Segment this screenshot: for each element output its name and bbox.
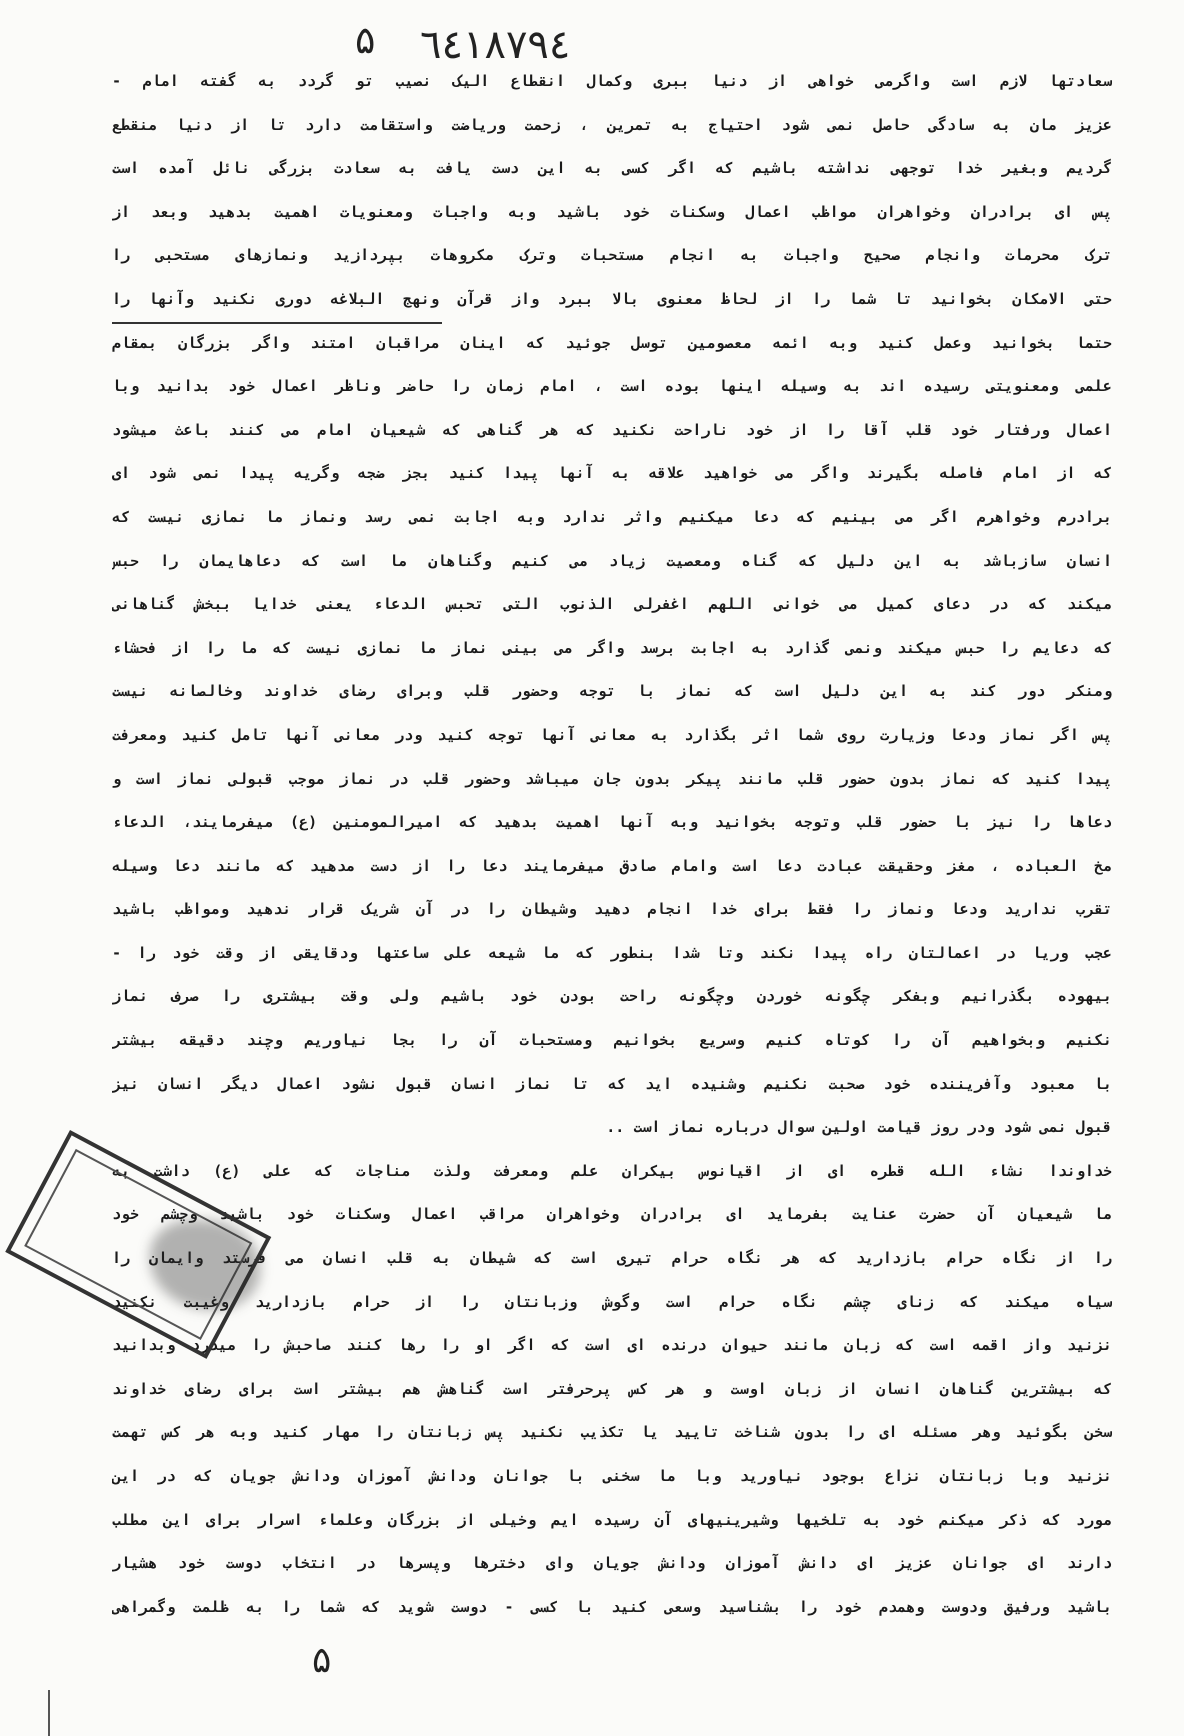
text-line: میکند که در دعای کمیل می خوانی اللهم اغفرلی الذنوب التی تحبس الدعاء یعنی خدایا ببخش گناهانی: [112, 595, 1112, 614]
body-text: [112, 60, 1112, 1629]
text-line: پس اگر نماز ودعا وزیارت روی شما اثر بگذارد به معانی آنها توجه کنید ودر معانی آنها تامل کنید ومعرفت: [112, 725, 1112, 744]
text-line: دارند ای جوانان عزیز ای دانش آموزان ودانش جویان وای دخترها وپسرها در انتخاب دوست خود هشیار: [112, 1554, 1112, 1573]
text-line: نکنیم وبخواهیم آن را کوتاه کنیم وسریع بخوانیم ومستحبات آن را بجا نیاوریم وچند دقیقه بیشتر: [112, 1031, 1112, 1050]
text-line: پس ای برادران وخواهران مواظب اعمال وسکنات خود باشید وبه واجبات ومعنویات اهمیت بدهید وبعد از: [112, 202, 1112, 221]
text-line: تقرب ندارید ودعا ونماز را فقط برای خدا انجام دهید وشیطان را در آن شریک قرار ندهید ومواظب باشید: [112, 900, 1112, 919]
text-line: مخ العباده ، مغز وحقیقت عبادت دعا است وامام صادق میفرمایند دعا را از دست مدهید که مانند دعا وسیله: [112, 856, 1112, 875]
text-line: انسان سازباشد به این دلیل که گناه ومعصیت زیاد می کنیم وگناهان ما است که دعاهایمان را حبس: [112, 551, 1112, 570]
footer-page-number: ۵: [312, 1640, 332, 1681]
text-line: عزیز مان به سادگی حاصل نمی شود احتیاج به تمرین ، زحمت وریاضت واستقامت دارد تا از دنیا منقطع: [112, 115, 1112, 134]
text-line: نزنید وبا زبانتان نزاع بوجود نیاورید وبا ما سخنی با جوانان ودانش آموزان ودانش جویان که در این: [112, 1467, 1112, 1485]
text-line: حتی الامکان بخوانید تا شما را از لحاظ معنوی بالا ببرد واز قرآن ونهج البلاغه دوری نکنید وآنها را: [112, 289, 1112, 308]
text-line: دعاها را نیز با حضور قلب وتوجه بخوانید وبه آنها اهمیت بدهید که امیرالمومنین (ع) میفرمایند، الدعاء: [112, 813, 1112, 832]
text-line: که بیشترین گناهان انسان از زبان اوست و هر کس پرحرفتر است گناهش هم بیشتر است برای رضای خداوند: [112, 1379, 1112, 1398]
text-line: خداوندا نشاء الله قطره ای از اقیانوس بیکران علم ومعرفت ولذت مناجات که علی (ع) داشت به: [112, 1161, 1112, 1180]
text-line: عجب وریا در اعمالتان راه پیدا نکند وتا شدا بنطور که ما شیعه علی ساعتها ودقایقی از وقت خود را -: [112, 943, 1112, 962]
text-line: قبول نمی شود ودر روز قیامت اولین سوال درباره نماز است ..: [606, 1118, 1112, 1137]
text-line: گردیم وبغیر خدا توجهی نداشته باشیم که اگر کسی به این دست یافت به سعادت بزرگی نائل آمده است: [112, 159, 1112, 178]
text-line: سعادتها لازم است واگرمی خواهی از دنیا ببری وکمال انقطاع الیک نصیب تو گردد به گفته امام -: [112, 72, 1112, 90]
text-line: که از امام فاصله بگیرند واگر می خواهید علاقه به آنها پیدا کنید بجز ضجه وگریه پیدا نمی شود ای: [112, 464, 1112, 483]
text-line: با معبود وآفریننده خود صحبت نکنیم وشنیده اید که تا نماز انسان قبول نشود اعمال دیگر انسان نیز: [112, 1074, 1112, 1093]
handwritten-page-number: ۵: [355, 18, 376, 62]
text-line: بیهوده بگذرانیم وبفکر چگونه خوردن وچگونه راحت بودن خود باشیم ولی وقت بیشتری را صرف نماز: [112, 987, 1112, 1006]
text-line: برادرم وخواهرم اگر می بینیم که دعا میکنیم واثر ندارد وبه اجابت نمی رسد ونماز ما نمازی نیست که: [112, 507, 1112, 526]
text-line: باشید ورفیق ودوست وهمدم خود را بشناسید وسعی کنید با کسی - دوست شوید که شما را به ظلمت وگمراهی: [112, 1597, 1112, 1616]
text-line: را از نگاه حرام بازدارید که هر نگاه حرام تیری است که شیطان به قلب انسان می فرستد وایمان را: [112, 1249, 1112, 1268]
text-line: علمی ومعنویتی رسیده اند به وسیله اینها بوده است ، امام زمان را حاضر وناظر اعمال خود بدانید وبا: [112, 377, 1112, 396]
text-line: نزنید واز اقمه است که زبان مانند حیوان درنده ای است که اگر او را رها کنند صاحبش را میدرد وبدانید: [112, 1336, 1112, 1355]
text-line: سخن بگوئید وهر مسئله ای را بدون شناخت تایید یا تکذیب نکنید پس زبانتان را مهار کنید وبه هر کس تهمت: [112, 1423, 1112, 1442]
text-line: حتما بخوانید وعمل کنید وبه ائمه معصومین توسل جوئید که اینان مراقبان امتند واگر بزرگان بمقام: [112, 333, 1112, 352]
text-line: پیدا کنید که نماز بدون حضور قلب مانند پیکر بدون جان میباشد وحضور قلب در نماز موجب قبولی نماز است و: [112, 769, 1112, 788]
text-line: ترک محرمات وانجام صحیح واجبات به انجام مستحبات وترک مکروهات بپردازید ونمازهای مستحبی را: [112, 246, 1112, 265]
text-line: اعمال ورفتار خود قلب آقا را از خود ناراحت نکنید که هر گناهی که شیعیان امام می کنند باعث میشود: [112, 420, 1112, 439]
text-line: ما شیعیان آن حضرت عنایت بفرماید ای برادران وخواهران مراقب اعمال وسکنات خود باشید وچشم خود: [112, 1205, 1112, 1224]
text-line: مورد که ذکر میکنم خود به تلخیها وشیرینیهای آن رسیده ایم وخیلی از بزرگان وعلماء اسرار برای این مطلب: [112, 1510, 1112, 1529]
text-line: سیاه میکند که زنای چشم نگاه حرام است وگوش وزبانتان را از حرام بازدارید وغیبت نکنید: [112, 1292, 1112, 1311]
scan-edge-mark: [48, 1690, 50, 1736]
text-line: که دعایم را حبس میکند ونمی گذارد به اجابت برسد واگر می بینی نماز ما نمازی نیست که ما را از فحشاء: [112, 638, 1112, 657]
handwritten-archive-code: ٦٤١٨٧٩٤: [420, 22, 571, 68]
text-line: ومنکر دور کند به این دلیل است که نماز با توجه وحضور قلب وبرای رضای خداوند وخالصانه نیست: [112, 682, 1112, 701]
